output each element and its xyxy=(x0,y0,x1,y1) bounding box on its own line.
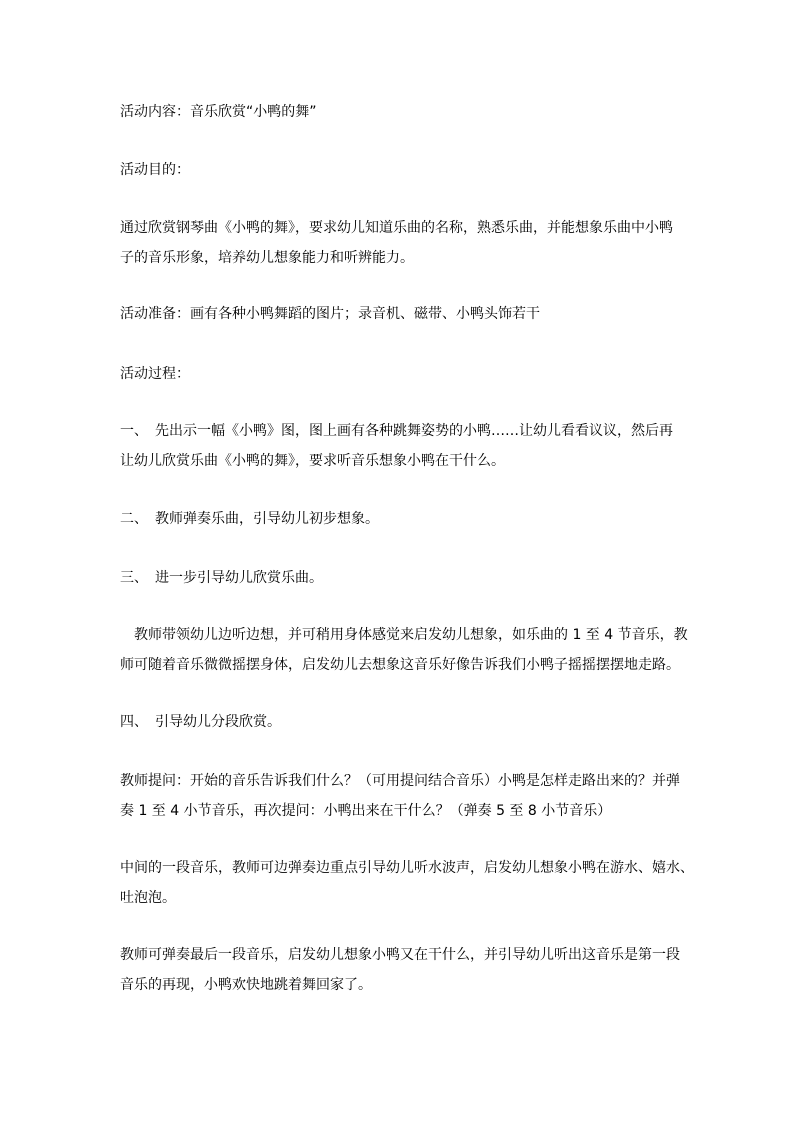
paragraph-line: 师可随着音乐微微摇摆身体，启发幼儿去想象这音乐好像告诉我们小鸭子摇摇摆摆地走路。 xyxy=(120,657,680,673)
paragraph-line: 活动过程： xyxy=(120,366,190,382)
activity-goal-heading xyxy=(120,155,680,185)
activity-preparation-paragraph xyxy=(120,299,680,329)
teacher-question-paragraph xyxy=(120,766,680,826)
process-step-3 xyxy=(120,563,680,593)
paragraph-line: 活动内容：音乐欣赏“小鸭的舞” xyxy=(120,104,317,120)
activity-goal-paragraph xyxy=(120,213,680,273)
paragraph-line: 奏 1 至 4 小节音乐，再次提问：小鸭出来在干什么？（弹奏 5 至 8 小节音乐） xyxy=(120,803,612,819)
paragraph-line: 让幼儿欣赏乐曲《小鸭的舞》，要求听音乐想象小鸭在干什么。 xyxy=(120,453,505,469)
process-step-3-detail xyxy=(120,620,688,680)
paragraph-line: 中间的一段音乐，教师可边弹奏边重点引导幼儿听水波声，启发幼儿想象小鸭在游水、嬉水、 xyxy=(120,860,694,876)
process-step-1 xyxy=(120,416,680,476)
paragraph-line: 教师带领幼儿边听边想，并可稍用身体感觉来启发幼儿想象，如乐曲的 1 至 4 节音乐，教 xyxy=(120,627,688,643)
process-step-2 xyxy=(120,504,680,534)
final-section-paragraph xyxy=(120,940,680,1000)
paragraph-line: 教师可弹奏最后一段音乐，启发幼儿想象小鸭又在干什么，并引导幼儿听出这音乐是第一段 xyxy=(120,947,680,963)
activity-content-paragraph xyxy=(120,97,680,127)
process-step-4 xyxy=(120,707,680,737)
paragraph-line: 音乐的再现，小鸭欢快地跳着舞回家了。 xyxy=(120,977,372,993)
paragraph-line: 吐泡泡。 xyxy=(120,890,176,906)
paragraph-line: 子的音乐形象，培养幼儿想象能力和听辨能力。 xyxy=(120,250,414,266)
paragraph-line: 四、 引导幼儿分段欣赏。 xyxy=(120,714,281,730)
paragraph-line: 三、 进一步引导幼儿欣赏乐曲。 xyxy=(120,570,323,586)
middle-section-paragraph xyxy=(120,853,694,913)
paragraph-line: 活动目的： xyxy=(120,162,190,178)
paragraph-line: 通过欣赏钢琴曲《小鸭的舞》，要求幼儿知道乐曲的名称，熟悉乐曲，并能想象乐曲中小鸭 xyxy=(120,220,673,236)
activity-process-heading xyxy=(120,359,680,389)
paragraph-line: 活动准备：画有各种小鸭舞蹈的图片；录音机、磁带、小鸭头饰若干 xyxy=(120,306,540,322)
paragraph-line: 一、 先出示一幅《小鸭》图，图上画有各种跳舞姿势的小鸭……让幼儿看看议议，然后再 xyxy=(120,423,673,439)
paragraph-line: 二、 教师弹奏乐曲，引导幼儿初步想象。 xyxy=(120,511,379,527)
paragraph-line: 教师提问：开始的音乐告诉我们什么？（可用提问结合音乐）小鸭是怎样走路出来的？并弹 xyxy=(120,773,680,789)
